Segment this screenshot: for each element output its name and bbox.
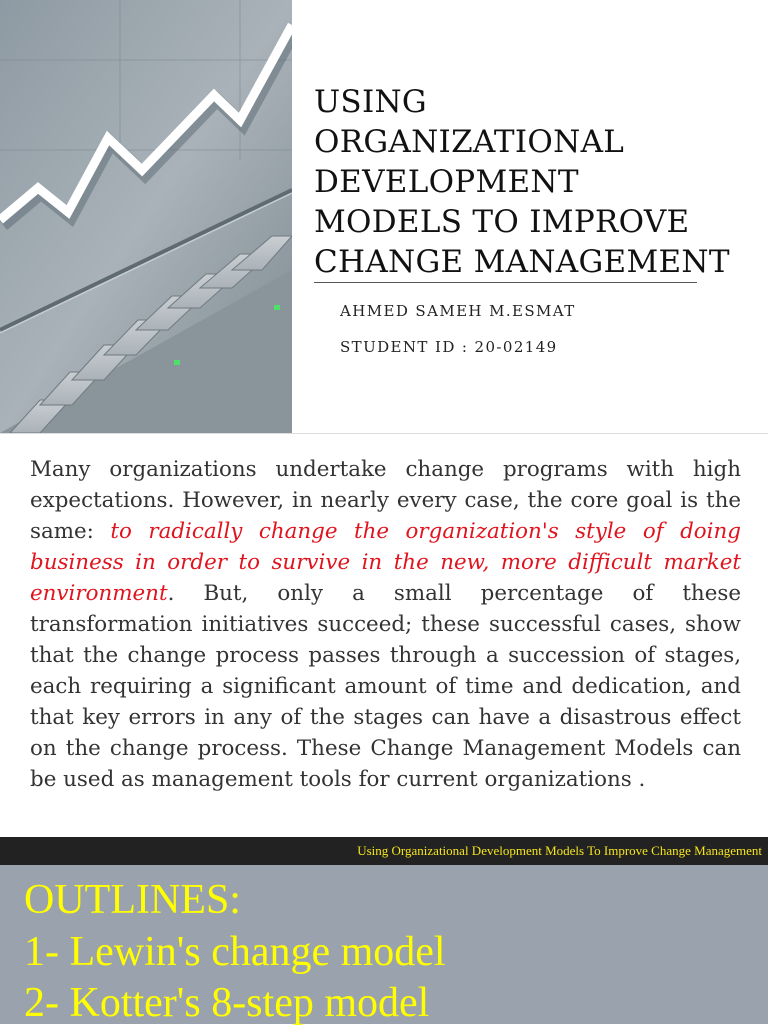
intro-highlight: to radically change the organization's style of doing business in order to survive in the new, more difficult market environment xyxy=(30,519,741,606)
footer-bar xyxy=(0,837,768,865)
title-block xyxy=(314,82,764,282)
intro-text-before: Many organizations undertake change programs with high expectations. However, in nearly every case, the core goal is the same: xyxy=(30,457,741,544)
student-id: STUDENT ID : 20-02149 xyxy=(340,338,558,356)
outline-item-lewin: 1- Lewin's change model xyxy=(24,929,446,975)
title-slide xyxy=(0,0,768,433)
presentation-title: USING ORGANIZATIONAL DEVELOPMENT MODELS TO IMPROVE CHANGE MANAGEMENT xyxy=(314,84,730,280)
author-name: AHMED SAMEH M.ESMAT xyxy=(340,302,576,320)
intro-paragraph xyxy=(30,454,741,795)
outlines-slide xyxy=(0,865,768,1024)
title-underline xyxy=(314,282,697,283)
intro-text-after: . But, only a small percentage of these transformation initiatives succeed; these successful cases, show that the change process passes through a succession of stages, each requiring a significant amount of time and dedication, and that key errors in any of the stages can have a disastrous effect on the change process. These Change Management Models can be used as management tools for current organizations . xyxy=(30,581,741,792)
outlines-heading: OUTLINES: xyxy=(24,877,241,923)
slide-divider xyxy=(0,433,768,434)
footer-title: Using Organizational Development Models To Improve Change Management xyxy=(357,843,762,858)
stairs-arrow-image xyxy=(0,0,292,433)
outline-item-kotter: 2- Kotter's 8-step model xyxy=(24,980,430,1026)
